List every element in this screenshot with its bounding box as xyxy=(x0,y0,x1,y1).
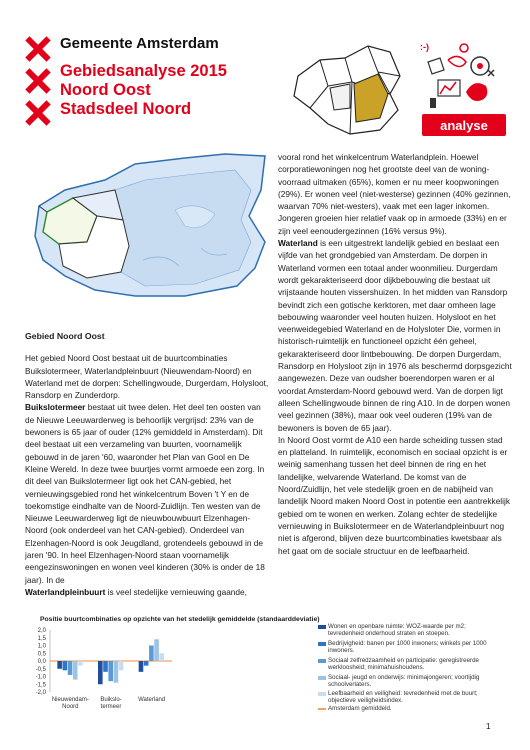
chart-bar xyxy=(108,661,113,681)
legend-swatch xyxy=(318,676,326,680)
right-text-column xyxy=(278,151,514,557)
waterlandplein-term: Waterlandpleinbuurt xyxy=(25,586,106,597)
waterlandplein-paragraph xyxy=(25,586,269,598)
waterlandplein-continued-paragraph: vooral rond het winkelcentrum Waterlandplein. Hoewel corporatiewoningen nog het grootste deel van de woning-voorraad uitmaken (65%), komen er nu meer koopwoningen (29%). Er wonen veel (niet-westerse) gezinnen (40% gezinnen, waarvan 70% niet-westers), vaak met een lager inkomen. Jongeren groeien hier relatief vaak op in armoede (33%) en er zijn veel eenoudergezinnen (16% versus 9%). xyxy=(278,152,511,236)
chart-bar xyxy=(119,661,124,670)
legend-swatch xyxy=(318,708,326,710)
chart-bar xyxy=(103,661,108,672)
y-tick-label: 1,0 xyxy=(37,643,46,650)
legend-item xyxy=(328,690,498,705)
legend-label: Bedrijvigheid: banen per 1000 inwoners; winkels per 1000 inwoners. xyxy=(328,640,487,655)
y-tick-label: 0,5 xyxy=(37,651,46,658)
x-tick-label: Nieuwendam- xyxy=(51,697,89,703)
x-tick-label: Buikslo- xyxy=(100,697,122,703)
badge-label: analyse xyxy=(440,118,488,133)
amsterdam-cross-icon xyxy=(26,101,50,125)
analyse-badge xyxy=(418,40,508,140)
y-tick-label: 1,5 xyxy=(37,635,46,642)
left-text-column xyxy=(25,330,269,598)
legend-item-reference xyxy=(328,705,498,712)
waterlandplein-text: is veel stedelijke vernieuwing gaande, xyxy=(105,586,247,597)
legend-label: Amsterdam gemiddeld. xyxy=(328,705,392,712)
waterland-paragraph xyxy=(278,237,514,434)
legend-label: Sociaal- jeugd en onderwijs: minimajongeren; voortijdig schoolverlaters. xyxy=(328,674,480,689)
amsterdam-cross-icon xyxy=(26,69,50,93)
legend-item xyxy=(328,657,498,672)
report-title: Gebiedsanalyse 2015 xyxy=(60,62,227,80)
chart-bar xyxy=(139,661,144,672)
district-title: Stadsdeel Noord xyxy=(60,100,192,118)
y-tick-label: 0,0 xyxy=(37,659,46,665)
chart-bar xyxy=(63,661,68,670)
legend-label: Sociaal zelfredzaamheid en participatie: geregistreerde werkloosheid; minimahuishoudens. xyxy=(328,657,479,672)
legend-label: Leefbaarheid en veiligheid: tevredenheid met de buurt; objectieve veiligheidsindex. xyxy=(328,690,478,705)
y-tick-label: -0,5 xyxy=(35,666,46,673)
legend-item xyxy=(328,623,498,638)
waterland-text: is een uitgestrekt landelijk gebied en beslaat een vijfde van het grondgebied van Amsterdam. De dorpen in Waterland vormen een totaal ander woonmilieu. Durgerdam wordt gekarakteriseerd door dijkbebouwing die bestaat uit vrijstaande houten vissershuizen. In het midden van Ransdorp bevindt zich een gotische kerktoren, met daar omheen lage bebouwing waaronder veel houten huizen. Holysloot en het veenweidegebied Waterland en de Holysloter Die, vormen in historisch-ruimtelijk en functioneel opzicht één geheel, gekarakteriseerd door lintbebouwing. De dorpen Durgerdam, Ransdorp en Holysloot zijn in 1976 als beschermd dorpsgezicht aangewezen. Deze van oudsher boerendorpen waren er al voordat Amsterdam-Noord gebouwd werd. Van de dorpen ligt alleen Schellingwoude binnen de ring A10. In de dorpen wonen veel gezinnen (38%), maar ook veel ouderen (19% van de bewoners is boven de 65 jaar). xyxy=(278,238,512,433)
chart-bar xyxy=(149,646,154,662)
analyse-illustration-icon xyxy=(418,40,508,140)
chart-bar xyxy=(73,661,78,680)
chart-bar xyxy=(154,639,159,661)
chart-bar xyxy=(159,653,164,661)
chart-bar xyxy=(78,661,83,666)
y-tick-label: -1,5 xyxy=(35,682,46,689)
legend-swatch xyxy=(318,692,326,696)
organization-name: Gemeente Amsterdam xyxy=(60,35,219,52)
buikslotermeer-term: Buikslotermeer xyxy=(25,402,86,413)
legend-item xyxy=(328,674,498,689)
amsterdam-cross-icon xyxy=(26,37,50,61)
y-tick-label: -2,0 xyxy=(35,690,46,696)
y-tick-label: -1,0 xyxy=(35,674,46,681)
area-title: Noord Oost xyxy=(60,81,151,99)
svg-text::-): :-) xyxy=(420,42,429,52)
chart-bar xyxy=(57,661,62,669)
x-tick-label: Waterland xyxy=(138,697,166,703)
chart-bar xyxy=(98,661,103,684)
conclusion-paragraph: In Noord Oost vormt de A10 een harde scheiding tussen stad en platteland. In ruimtelijk, economisch en sociaal opzicht is er weinig samenhang tussen het deel binnen de ring en het landelijke, welvarende Waterland. De komst van de Noord/Zuidlijn, het vele stedelijk groen en de nabijheid van landelijk Noord maken Noord Oost in potentie een aantrekkelijk gebied om te wonen en werken. Zolang echter de stedelijke vernieuwing in Buikslotermeer en de Waterlandpleinbuurt nog niet is afgerond, blijven deze buurtcombinaties kwetsbaar als het gaat om de sociale structuur en de leefbaarheid. xyxy=(278,434,510,556)
legend-swatch xyxy=(318,642,326,646)
intro-paragraph: Het gebied Noord Oost bestaat uit de buurtcombinaties Buikslotermeer, Waterlandpleinbuurt (Nieuwendam-Noord) en Waterland met de dorpen: Schellingwoude, Durgerdam, Holysloot, Ransdorp en Zunderdorp. xyxy=(25,353,269,401)
x-tick-label: termeer xyxy=(100,704,122,710)
legend-swatch xyxy=(318,625,326,629)
buikslotermeer-text: bestaat uit twee delen. Het deel ten oosten van de Nieuwe Leeuwarderweg is behoorlijk vergrijsd: 23% van de bewoners is 65 jaar of ouder (12% gemiddeld in Amsterdam). Dit deel bestaat uit een verzameling van buurten, voornamelijk gebouwd in de jaren '60, waaronder het Plan van Gool en De Kleine Wereld. In deze twee buurtjes vormt armoede een zorg. In dit deel van Buikslotermeer ligt ook het CAN-gebied, het vernieuwingsgebied rond het winkelcentrum Boven 't Y en de toekomstige eindhalte van de Noord-Zuidlijn. Ten westen van de Nieuwe Leeuwarderweg ligt de nieuwbouwbuurt Elzenhagen-Noord (ook onderdeel van het CAN-gebied). Onderdeel van Elzenhagen-Noord is ook Jeugdland, grotendeels gebouwd in de jaren '90. In heel Elzenhagen-Noord staan voornamelijk eengezinswoningen en wonen veel kinderen (30% is onder de 18 jaar). In de xyxy=(25,402,265,585)
chart-bar xyxy=(114,661,119,683)
legend-label: Wonen en openbare ruimte: WOZ-waarde per m2; tevredenheid onderhoud straten en stoepen. xyxy=(328,623,466,638)
page-number: 1 xyxy=(486,722,491,731)
chart-bar xyxy=(144,661,149,666)
waterland-term: Waterland xyxy=(278,238,318,249)
legend-swatch xyxy=(318,659,326,663)
area-map xyxy=(25,150,271,300)
position-chart xyxy=(22,624,322,714)
y-tick-label: 2,0 xyxy=(37,628,46,634)
buikslotermeer-paragraph xyxy=(25,401,269,585)
chart-title: Positie buurtcombinaties op opzichte van het stedelijk gemiddelde (standaarddeviatie) xyxy=(40,616,320,623)
legend-item xyxy=(328,640,498,655)
district-overview-map xyxy=(290,38,405,138)
x-tick-label: Noord xyxy=(62,704,79,710)
chart-bar xyxy=(68,661,73,675)
section-heading: Gebied Noord Oost xyxy=(25,331,105,341)
